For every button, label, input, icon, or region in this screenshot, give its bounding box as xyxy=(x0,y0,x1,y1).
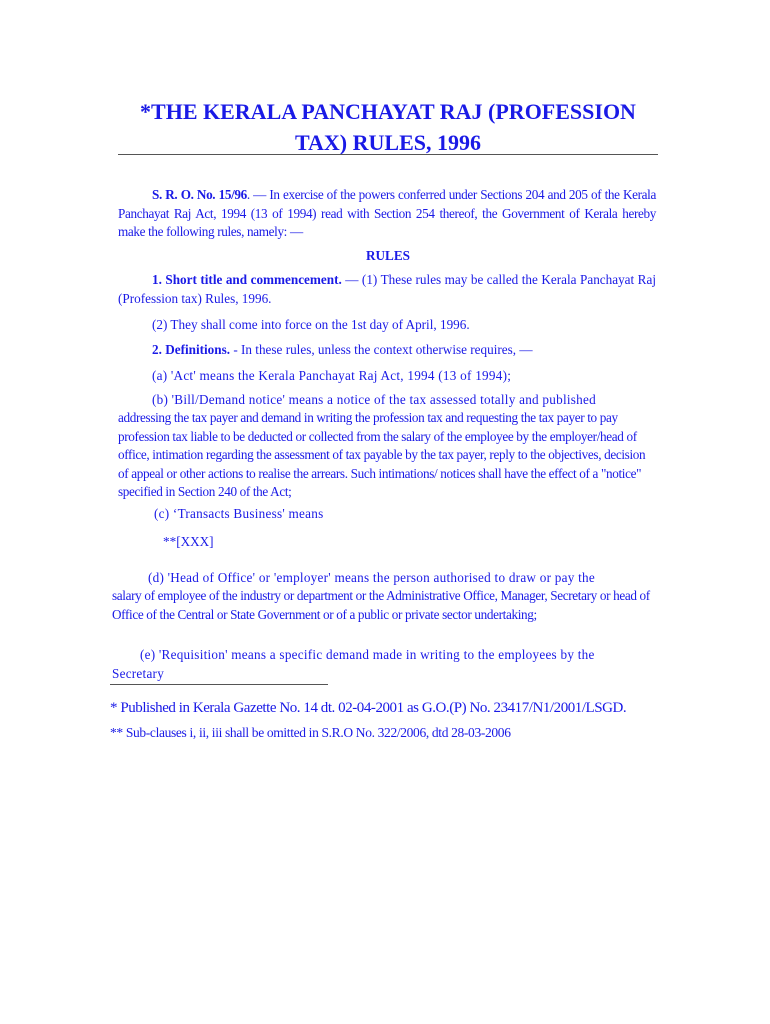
rule-1-paragraph xyxy=(118,271,656,308)
rule-2-paragraph xyxy=(152,341,533,359)
definition-e: (e) 'Requisition' means a specific demand made in writing to the employees by the Secretary xyxy=(112,647,595,681)
footnote-omission: ** Sub-clauses i, ii, iii shall be omitted in S.R.O No. 322/2006, dtd 28-03-2006 xyxy=(110,725,511,740)
definition-a: (a) 'Act' means the Kerala Panchayat Raj Act, 1994 (13 of 1994); xyxy=(152,368,512,383)
rule-1-text: — (1) These rules may be called the Kerala Panchayat Raj (Profession tax) Rules, 1996. xyxy=(118,272,656,306)
definition-c: (c) ‘Transacts Business' means xyxy=(154,506,324,521)
title-underline xyxy=(118,154,658,155)
footnote-publication: * Published in Kerala Gazette No. 14 dt. 02-04-2001 as G.O.(P) No. 23417/N1/2001/LSGD. xyxy=(110,700,627,716)
rule-2-text: - In these rules, unless the context otherwise requires, — xyxy=(230,342,533,357)
rules-heading: RULES xyxy=(366,248,410,263)
definition-d-first-line: (d) 'Head of Office' or 'employer' means the person authorised to draw or pay the xyxy=(148,570,595,585)
preamble-text: . — In exercise of the powers conferred under Sections 204 and 205 of the Kerala Panchayat Raj Act, 1994 (13 of 1994) read with Section 254 thereof, the Government of Kerala hereby make the following rules, namely: — xyxy=(118,187,656,239)
rule-1-subrule-2: (2) They shall come into force on the 1st day of April, 1996. xyxy=(152,317,470,332)
sro-number: S. R. O. No. 15/96 xyxy=(152,187,247,202)
preamble-paragraph xyxy=(118,186,656,242)
definition-d-rest: salary of employee of the industry or department or the Administrative Office, Manager, Secretary or head of Office of the Central or State Government or of a public or private sector undertaking; xyxy=(112,588,650,622)
footnote-separator xyxy=(110,684,328,685)
definition-b-first-line: (b) 'Bill/Demand notice' means a notice of the tax assessed totally and published xyxy=(152,392,596,407)
rule-2-heading: 2. Definitions. xyxy=(152,342,231,357)
rule-1-heading: 1. Short title and commencement. xyxy=(152,272,342,287)
document-title: *THE KERALA PANCHAYAT RAJ (PROFESSION TAX) RULES, 1996 xyxy=(140,99,636,155)
definition-c-omitted: **[XXX] xyxy=(163,534,214,549)
definition-b-rest: addressing the tax payer and demand in writing the profession tax and requesting the tax payer to pay profession tax liable to be deducted or collected from the salary of the employee by the employer/head of office, intimation regarding the assessment of tax payable by the tax payer, reply to the objectives, decision of appeal or other actions to realise the arrears. Such intimations/ notices shall have the effect of a "notice" specified in Section 240 of the Act; xyxy=(118,410,646,499)
